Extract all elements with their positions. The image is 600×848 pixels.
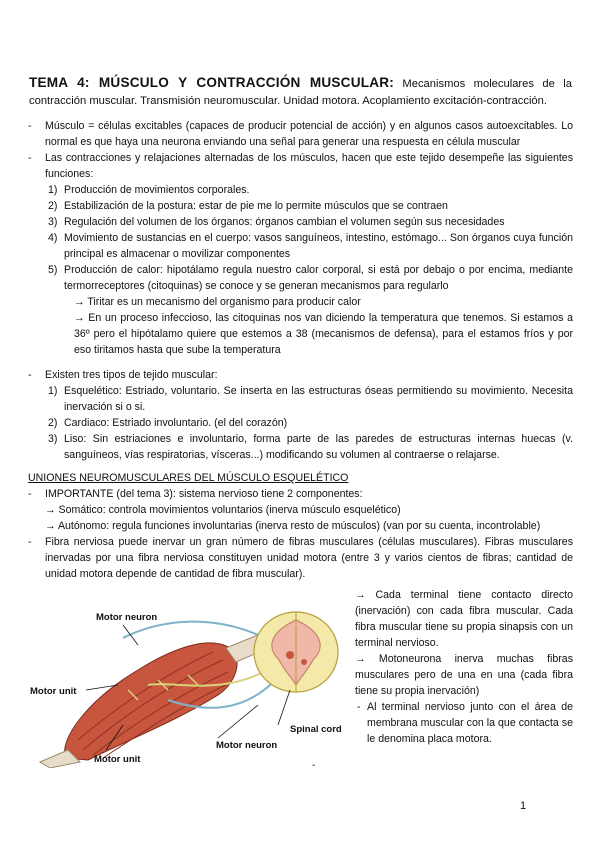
motor-unit-figure	[28, 590, 350, 768]
document-title	[29, 74, 572, 110]
neuromuscular-section	[28, 470, 573, 582]
tissue-intro: - Existen tres tipos de tejido muscular:	[28, 369, 218, 381]
figure-label: Motor unit	[94, 754, 141, 765]
note-item: - Al terminal nervioso junto con el área de membrana muscular con la que contacta se le denomina placa motora.	[357, 701, 573, 745]
figure-notes	[355, 587, 573, 747]
bullet-dash: -	[28, 488, 32, 500]
list-item: 5) Producción de calor: hipotálamo regula nuestro calor corporal, si está por debajo o por encima, mediante termorreceptores (citoquinas) se conoce y se generan mecanismos para regularlo	[48, 264, 573, 292]
list-item: 3) Liso: Sin estriaciones e involuntario, forma parte de las paredes de estructuras internas huecas (v. sanguíneos, vías respiratorias, vísceras...) modificando su volumen al contraerse o relajarse.	[48, 433, 573, 461]
figure-label: Motor unit	[30, 686, 77, 697]
intro-item: - Músculo = células excitables (capaces de producir potencial de acción) y en algunos casos autoexcitables. Lo normal es que haya una neurona enviando una señal para generar una respuesta en célula muscular	[28, 120, 573, 148]
list-item: 1) Esquelético: Estriado, voluntario. Se inserta en las estructuras óseas permitiendo su movimiento. Necesita inervación si o si.	[48, 385, 573, 413]
list-item: 3) Regulación del volumen de los órganos: órganos cambian el volumen según sus necesidades	[48, 216, 505, 228]
list-item: 2) Estabilización de la postura: estar de pie me lo permite músculos que se contraen	[48, 200, 448, 212]
note-item: → Motoneurona inerva muchas fibras musculares pero de una en una (cada fibra tiene su propia inervación)	[355, 653, 573, 697]
section-title: UNIONES NEUROMUSCULARES DEL MÚSCULO ESQUELÉTICO	[28, 472, 349, 484]
intro-item: - Las contracciones y relajaciones alternadas de los músculos, hacen que este tejido desempeñe las siguientes funciones:	[28, 152, 573, 180]
title-heading: TEMA 4: MÚSCULO Y CONTRACCIÓN MUSCULAR:	[29, 75, 394, 90]
bullet-dash: -	[28, 152, 32, 164]
figure-label: Motor neuron	[96, 612, 158, 623]
functions-list	[28, 182, 573, 358]
bullet-dash: -	[28, 536, 32, 548]
list-item: 1) Producción de movimientos corporales.	[48, 184, 250, 196]
bullet-dash: -	[28, 120, 32, 132]
list-item: 2) Cardiaco: Estriado involuntario. (el del corazón)	[48, 417, 288, 429]
intro-section	[28, 118, 573, 182]
heat-note: → Tiritar es un mecanismo del organismo para producir calor	[74, 296, 361, 308]
component-item: → Autónomo: regula funciones involuntarias (inerva resto de músculos) (van por su cuenta, incontrolable)	[45, 520, 541, 532]
tissue-section	[28, 367, 573, 463]
bullet-dash: -	[357, 701, 361, 713]
title-subtitle: Mecanismos moleculares de la contracción muscular. Transmisión neuromuscular. Unidad motora. Acoplamiento excitación-contracción.	[29, 78, 572, 107]
heat-note: → En un proceso infeccioso, las citoquinas nos van diciendo la temperatura que tenemos. Si estamos a 36º pero el hipótalamo quiere que estemos a 38 (mecanismos de defensa), para el estamos fríos y por eso tiritamos hasta que sube la temperatura	[74, 312, 573, 356]
bullet-dash: -	[28, 369, 32, 381]
spinal-cord-illustration	[254, 612, 338, 692]
fiber-item: - Fibra nerviosa puede inervar un gran número de fibras musculares (células musculares). Fibras musculares inervadas por una fibra nerviosa constituyen unidad motora (entre 3 y varios cientos de fibras; cantidad de unidad motora depende de cantidad de fibra muscular).	[28, 536, 573, 580]
note-item: → Cada terminal tiene contacto directo (inervación) con cada fibra muscular. Cada fibra muscular tiene su propia sinapsis con un terminal nervioso.	[355, 589, 573, 649]
list-item: 4) Movimiento de sustancias en el cuerpo: vasos sanguíneos, intestino, estómago... Son órganos cuya función principal es almacenar o movilizar componentes	[48, 232, 573, 260]
figure-label: Motor neuron	[216, 740, 278, 751]
page-number: 1	[520, 800, 527, 812]
figure-label: Spinal cord	[290, 724, 342, 735]
stray-mark: -	[312, 760, 316, 771]
important-item: - IMPORTANTE (del tema 3): sistema nervioso tiene 2 componentes:	[28, 488, 363, 500]
component-item: → Somático: controla movimientos voluntarios (inerva músculo esquelético)	[45, 504, 401, 516]
